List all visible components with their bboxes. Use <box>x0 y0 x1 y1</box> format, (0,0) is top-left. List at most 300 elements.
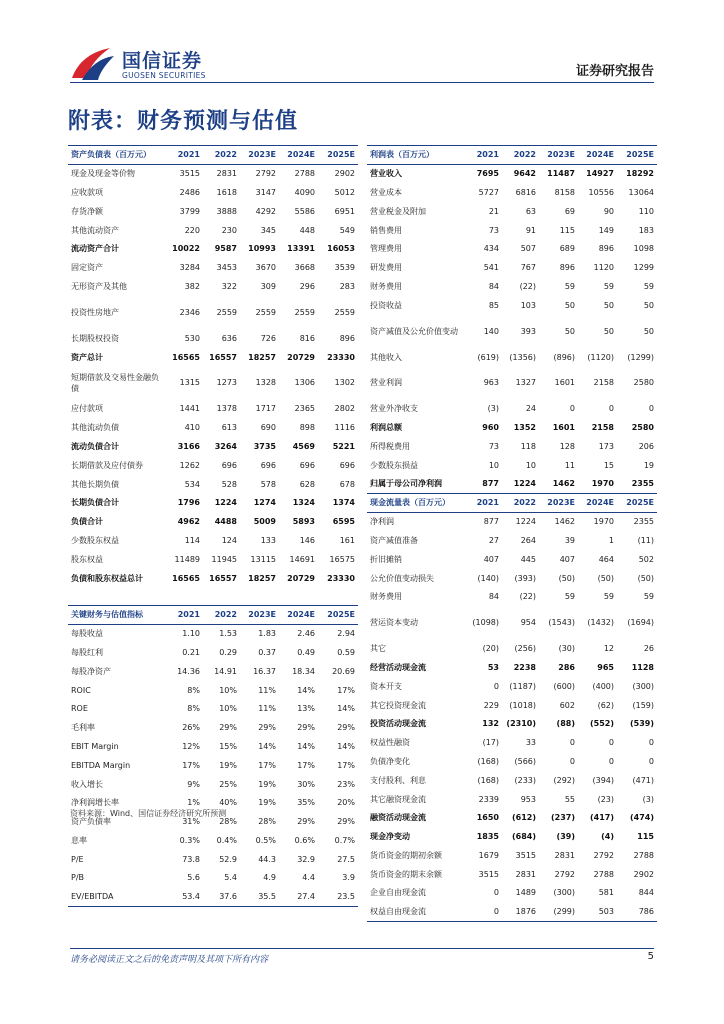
value-cell: 1.53 <box>219 629 237 639</box>
value-cell: 69 <box>564 206 575 216</box>
table-row <box>367 531 657 550</box>
table-row <box>367 827 657 846</box>
row-label: 负债净变化 <box>370 756 410 766</box>
value-cell: 18257 <box>248 573 276 583</box>
year-header: 2021 <box>465 493 502 512</box>
table-row <box>367 437 657 456</box>
value-cell: 24 <box>525 404 536 414</box>
table-row <box>367 714 657 733</box>
value-cell: 16557 <box>209 573 237 583</box>
table-row <box>367 221 657 240</box>
value-cell: 26% <box>182 723 200 733</box>
row-label: 其他长期负债 <box>71 479 119 489</box>
value-cell: 3515 <box>515 850 536 860</box>
value-cell: 689 <box>559 244 575 254</box>
year-header: 2024E <box>578 493 617 512</box>
value-cell: 1374 <box>332 498 355 508</box>
section-header-row <box>68 605 358 624</box>
value-cell: (612) <box>511 813 536 823</box>
value-cell: (552) <box>589 719 614 729</box>
value-cell: 7695 <box>476 169 499 179</box>
value-cell: 13064 <box>628 187 654 197</box>
page-number: 5 <box>647 951 654 962</box>
table-row <box>68 277 358 296</box>
table-row <box>367 202 657 221</box>
value-cell: (896) <box>553 352 575 362</box>
row-label: 投资活动现金流 <box>370 719 426 729</box>
value-cell: 16575 <box>329 554 355 564</box>
value-cell: 118 <box>520 441 536 451</box>
value-cell: 3264 <box>214 441 237 451</box>
value-cell: 1717 <box>255 404 276 414</box>
value-cell: 541 <box>483 263 499 273</box>
table-row <box>367 183 657 202</box>
value-cell: 29% <box>297 723 315 733</box>
value-cell: 4962 <box>177 517 200 527</box>
value-cell: 896 <box>598 244 614 254</box>
value-cell: 12% <box>182 741 200 751</box>
table-row <box>68 475 358 494</box>
table-row <box>68 493 358 512</box>
value-cell: 14.91 <box>214 666 237 676</box>
value-cell: 1462 <box>552 479 575 489</box>
row-label: 资产负债率 <box>71 817 111 827</box>
footer-divider <box>70 948 654 949</box>
value-cell: 20.69 <box>332 666 355 676</box>
table-row <box>367 771 657 790</box>
value-cell: (20) <box>482 644 499 654</box>
value-cell: 18.34 <box>292 666 315 676</box>
value-cell: 528 <box>221 479 237 489</box>
value-cell: (140) <box>477 573 499 583</box>
value-cell: 844 <box>638 888 654 898</box>
table-row <box>367 239 657 258</box>
value-cell: 0.37 <box>258 647 276 657</box>
value-cell: 877 <box>482 479 499 489</box>
row-label: 资产总计 <box>71 352 103 362</box>
disclaimer-text: 请务必阅读正文之后的免责声明及其项下所有内容 <box>70 955 269 965</box>
value-cell: 1835 <box>476 832 499 842</box>
year-header: 2022 <box>203 605 240 624</box>
row-label: ROE <box>71 704 88 714</box>
row-label: 现金及现金等价物 <box>71 169 135 179</box>
value-cell: 3888 <box>216 206 237 216</box>
value-cell: (1432) <box>587 618 614 628</box>
value-cell: 2802 <box>334 404 355 414</box>
value-cell: 1970 <box>593 517 614 527</box>
value-cell: 84 <box>488 281 499 291</box>
row-label: 投资收益 <box>370 300 402 310</box>
value-cell: 59 <box>564 281 575 291</box>
value-cell: 133 <box>260 535 276 545</box>
value-cell: 1328 <box>255 378 276 388</box>
value-cell: 91 <box>525 225 536 235</box>
value-cell: 1128 <box>631 662 654 672</box>
row-label: 经营活动现金流 <box>370 662 426 672</box>
value-cell: 1.83 <box>258 629 276 639</box>
row-label: 资本开支 <box>370 681 402 691</box>
value-cell: (4) <box>601 832 614 842</box>
value-cell: (394) <box>592 775 614 785</box>
value-cell: 18257 <box>248 352 276 362</box>
value-cell: 11% <box>258 685 276 695</box>
table-row <box>367 550 657 569</box>
value-cell: 4569 <box>292 441 315 451</box>
value-cell: (3) <box>642 794 654 804</box>
value-cell: 578 <box>260 479 276 489</box>
section-header-row <box>367 146 657 165</box>
value-cell: 0.59 <box>337 647 355 657</box>
value-cell: 726 <box>260 333 276 343</box>
row-label: 营运资本变动 <box>370 618 418 628</box>
table-row <box>68 887 358 906</box>
row-label: 归属于母公司净利润 <box>370 479 442 489</box>
value-cell: 507 <box>520 244 536 254</box>
value-cell: 59 <box>643 592 654 602</box>
row-label: 长期借款及应付债券 <box>71 460 143 470</box>
value-cell: 173 <box>598 441 614 451</box>
value-cell: 11487 <box>547 169 575 179</box>
table-row <box>367 696 657 715</box>
value-cell: 2788 <box>593 869 614 879</box>
value-cell: 3735 <box>253 441 276 451</box>
value-cell: 27.5 <box>337 854 355 864</box>
value-cell: (684) <box>511 832 536 842</box>
value-cell: 0 <box>608 738 614 748</box>
value-cell: 27 <box>488 535 499 545</box>
table-row <box>68 296 358 329</box>
value-cell: 1327 <box>515 378 536 388</box>
table-row <box>367 512 657 531</box>
year-header: 2022 <box>502 146 539 165</box>
logo-chinese-name: 国信证券 <box>122 50 203 72</box>
value-cell: (11) <box>637 535 654 545</box>
value-cell: 1601 <box>552 423 575 433</box>
value-cell: (1356) <box>509 352 536 362</box>
table-row <box>68 366 358 399</box>
table-row <box>68 437 358 456</box>
row-label: 所得税费用 <box>370 441 410 451</box>
value-cell: 5586 <box>294 206 315 216</box>
table-row <box>367 258 657 277</box>
table-row <box>367 569 657 588</box>
table-row <box>68 221 358 240</box>
table-row <box>68 775 358 794</box>
value-cell: 3515 <box>478 869 499 879</box>
value-cell: 23330 <box>327 352 355 362</box>
row-label: 营业外净收支 <box>370 404 418 414</box>
year-header: 2022 <box>203 146 240 165</box>
value-cell: 14% <box>258 741 276 751</box>
row-label: 流动资产合计 <box>71 244 119 254</box>
report-type-label: 证券研究报告 <box>575 64 654 79</box>
row-label: 货币资金的期末余额 <box>370 869 442 879</box>
value-cell: 13391 <box>287 244 315 254</box>
value-cell: 110 <box>638 206 654 216</box>
value-cell: 628 <box>299 479 315 489</box>
table-row <box>68 718 358 737</box>
value-cell: 502 <box>638 554 654 564</box>
value-cell: 445 <box>520 554 536 564</box>
value-cell: 1796 <box>177 498 200 508</box>
row-label: P/E <box>71 854 84 864</box>
table-row <box>68 850 358 869</box>
value-cell: 0 <box>493 888 499 898</box>
value-cell: (393) <box>514 573 536 583</box>
value-cell: 786 <box>617 902 657 921</box>
table-row <box>68 258 358 277</box>
row-label: 管理费用 <box>370 244 402 254</box>
value-cell: 10% <box>219 685 237 695</box>
value-cell: 132 <box>482 719 499 729</box>
value-cell: 1315 <box>179 378 200 388</box>
value-cell: 3799 <box>179 206 200 216</box>
table-row <box>68 239 358 258</box>
value-cell: 3670 <box>255 263 276 273</box>
value-cell: 896 <box>339 333 355 343</box>
year-header: 2024E <box>578 146 617 165</box>
value-cell: 84 <box>488 592 499 602</box>
value-cell: 5012 <box>334 187 355 197</box>
table-row <box>68 348 358 367</box>
row-label: 长期股权投资 <box>71 333 119 343</box>
row-label: 研发费用 <box>370 263 402 273</box>
value-cell: 20% <box>337 798 355 808</box>
value-cell: 37.6 <box>203 887 240 906</box>
guosen-logo <box>70 44 270 86</box>
value-cell: (3) <box>487 404 499 414</box>
value-cell: 696 <box>339 460 355 470</box>
row-label: 其他收入 <box>370 352 402 362</box>
value-cell: 1306 <box>294 378 315 388</box>
row-label: 支付股利、利息 <box>370 775 426 785</box>
table-row <box>367 164 657 183</box>
row-label: 其它投资现金流 <box>370 700 426 710</box>
table-row <box>367 677 657 696</box>
row-label: 每股收益 <box>71 629 103 639</box>
value-cell: 39 <box>564 535 575 545</box>
balance-sheet-and-metrics-table <box>68 145 358 907</box>
value-cell: 602 <box>559 700 575 710</box>
value-cell: 1441 <box>179 404 200 414</box>
row-label: EBITDA Margin <box>71 760 131 770</box>
value-cell: 17% <box>258 760 276 770</box>
value-cell: 146 <box>299 535 315 545</box>
value-cell: 115 <box>559 225 575 235</box>
value-cell: 0 <box>648 756 654 766</box>
row-label: 其它融资现金流 <box>370 794 426 804</box>
row-label: 企业自由现金流 <box>370 888 426 898</box>
value-cell: 14% <box>297 685 315 695</box>
value-cell: 183 <box>638 225 654 235</box>
source-note: 资料来源：Wind、国信证券经济研究所预测 <box>70 809 227 818</box>
value-cell: 5727 <box>478 187 499 197</box>
table-row <box>367 606 657 639</box>
value-cell: 3453 <box>216 263 237 273</box>
table-row <box>367 456 657 475</box>
value-cell: 2355 <box>633 517 654 527</box>
table-row <box>68 569 358 588</box>
value-cell: 3284 <box>179 263 200 273</box>
value-cell: 73.8 <box>182 854 200 864</box>
value-cell: 3539 <box>334 263 355 273</box>
value-cell: 4292 <box>255 206 276 216</box>
value-cell: 23330 <box>327 573 355 583</box>
value-cell: 53.4 <box>166 887 203 906</box>
value-cell: 1274 <box>253 498 276 508</box>
value-cell: 393 <box>520 326 536 336</box>
value-cell: 1618 <box>216 187 237 197</box>
row-label: 应付款项 <box>71 404 103 414</box>
table-row <box>68 624 358 643</box>
value-cell: 20729 <box>287 352 315 362</box>
table-row <box>68 202 358 221</box>
value-cell: 696 <box>221 460 237 470</box>
value-cell: 0 <box>569 404 575 414</box>
year-header: 2025E <box>617 493 657 512</box>
value-cell: (539) <box>629 719 654 729</box>
table-row <box>68 681 358 700</box>
row-label: 资产减值准备 <box>370 535 418 545</box>
value-cell: 690 <box>260 423 276 433</box>
row-label: 财务费用 <box>370 281 402 291</box>
row-label: 销售费用 <box>370 225 402 235</box>
value-cell: 16565 <box>172 573 200 583</box>
table-row <box>367 277 657 296</box>
value-cell: 1% <box>187 798 200 808</box>
value-cell: 0 <box>493 681 499 691</box>
value-cell: 5221 <box>332 441 355 451</box>
value-cell: 1.10 <box>182 629 200 639</box>
value-cell: (22) <box>519 281 536 291</box>
value-cell: 50 <box>643 326 654 336</box>
value-cell: 59 <box>603 592 614 602</box>
value-cell: (619) <box>477 352 499 362</box>
table-row <box>367 587 657 606</box>
year-header: 2023E <box>240 146 279 165</box>
value-cell: (233) <box>514 775 536 785</box>
value-cell: 115 <box>637 832 654 842</box>
value-cell: 1970 <box>591 479 614 489</box>
value-cell: 0.6% <box>294 835 315 845</box>
value-cell: 52.9 <box>219 854 237 864</box>
value-cell: 2792 <box>554 869 575 879</box>
row-label: P/B <box>71 873 85 883</box>
row-label: 股东权益 <box>71 554 103 564</box>
value-cell: 448 <box>299 225 315 235</box>
table-row <box>367 752 657 771</box>
value-cell: (1120) <box>587 352 614 362</box>
row-label: 融资活动现金流 <box>370 813 426 823</box>
value-cell: 0.5% <box>255 835 276 845</box>
value-cell: 85 <box>488 300 499 310</box>
value-cell: 12 <box>603 644 614 654</box>
value-cell: 128 <box>559 441 575 451</box>
value-cell: 17% <box>182 760 200 770</box>
row-label: 营业成本 <box>370 187 402 197</box>
value-cell: (62) <box>597 700 614 710</box>
row-label: 长期负债合计 <box>71 498 119 508</box>
year-header: 2023E <box>240 605 279 624</box>
year-header: 2021 <box>465 146 502 165</box>
value-cell: 124 <box>221 535 237 545</box>
row-label: 财务费用 <box>370 592 402 602</box>
value-cell: 2831 <box>216 169 237 179</box>
value-cell: 28% <box>258 817 276 827</box>
value-cell: (23) <box>597 794 614 804</box>
value-cell: (471) <box>632 775 654 785</box>
row-label: 每股净资产 <box>71 666 111 676</box>
value-cell: (50) <box>597 573 614 583</box>
value-cell: 29% <box>258 723 276 733</box>
value-cell: 283 <box>339 281 355 291</box>
table-row <box>68 164 358 183</box>
value-cell: 696 <box>299 460 315 470</box>
value-cell: 6595 <box>332 517 355 527</box>
value-cell: 5009 <box>253 517 276 527</box>
value-cell: 103 <box>520 300 536 310</box>
year-header: 2023E <box>539 146 578 165</box>
value-cell: 230 <box>221 225 237 235</box>
value-cell: 3.9 <box>342 873 355 883</box>
value-cell: 954 <box>520 618 536 628</box>
value-cell: (292) <box>553 775 575 785</box>
value-cell: (168) <box>477 775 499 785</box>
value-cell: (600) <box>553 681 575 691</box>
value-cell: 114 <box>184 535 200 545</box>
value-cell: 1224 <box>515 517 536 527</box>
value-cell: 0 <box>569 738 575 748</box>
value-cell: 161 <box>339 535 355 545</box>
section-header-row <box>68 146 358 165</box>
value-cell: 0.3% <box>179 835 200 845</box>
value-cell: 14% <box>337 704 355 714</box>
table-row <box>367 639 657 658</box>
spacer-row <box>68 587 358 605</box>
value-cell: (30) <box>558 644 575 654</box>
row-label: 利润总额 <box>370 423 402 433</box>
header-divider <box>70 82 654 83</box>
value-cell: (17) <box>482 738 499 748</box>
value-cell: 14691 <box>289 554 315 564</box>
row-label: 存货净额 <box>71 206 103 216</box>
year-header: 2023E <box>539 493 578 512</box>
value-cell: 0.4% <box>216 835 237 845</box>
value-cell: 4.4 <box>302 873 315 883</box>
value-cell: (417) <box>589 813 614 823</box>
table-row <box>68 869 358 888</box>
value-cell: 3166 <box>177 441 200 451</box>
table-row <box>68 329 358 348</box>
value-cell: 953 <box>520 794 536 804</box>
row-label: 其他流动负债 <box>71 423 119 433</box>
value-cell: (50) <box>558 573 575 583</box>
value-cell: (1018) <box>509 700 536 710</box>
value-cell: 309 <box>260 281 276 291</box>
table-row <box>367 658 657 677</box>
value-cell: 678 <box>339 479 355 489</box>
value-cell: 530 <box>184 333 200 343</box>
value-cell: 2559 <box>216 307 237 317</box>
value-cell: 2559 <box>334 307 355 317</box>
table-row <box>68 831 358 850</box>
value-cell: (88) <box>556 719 575 729</box>
value-cell: 1116 <box>334 423 355 433</box>
value-cell: 1679 <box>478 850 499 860</box>
value-cell: 1650 <box>476 813 499 823</box>
value-cell: 963 <box>483 378 499 388</box>
value-cell: 960 <box>482 423 499 433</box>
